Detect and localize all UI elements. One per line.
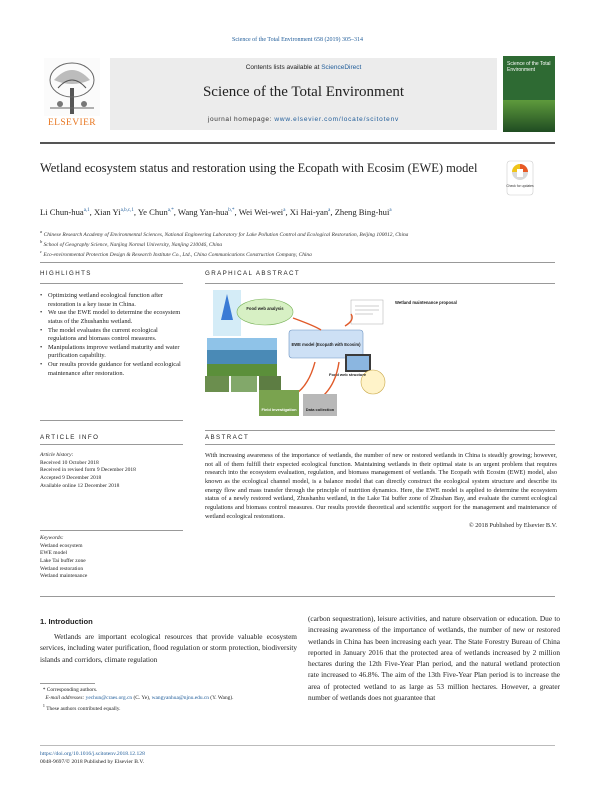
author-name[interactable]: Xi Hai-yan [289,207,329,217]
journal-cover-thumbnail[interactable] [503,56,555,132]
elsevier-wordmark: ELSEVIER [47,118,97,128]
keyword-item: Wetland restoration [40,565,84,572]
affiliation [40,249,555,258]
affiliation [40,239,555,248]
affiliation-text: Chinese Research Academy of Environmental Sciences, National Engineering Laboratory for Lake Pollution Control and Ecological Restoration, Beijing 100012, China [43,231,409,238]
affiliation-text: Eco-environmental Protection Design & Research Institute Co., Ltd., China Communications Construction Company, China [43,251,312,258]
introduction-column-2: (carbon sequestration), leisure activities, and nature observation or education. Due to increasing awareness of the importance of wetlands, the number of new or restored wetlands in China has been increasing each year. The State Forestry Bureau of China reported in January 2016 that the protected area of wetlands increased by 2 million hectares during the 12th Five-Year Plan period, and the natural wetland protection rate increased to 46.8%. The aim of the 13th Five-Year Plan period is to increase the area of protected wetland to as large as 53 million hectares. However, a greater number of wetlands does not guarantee that [308,614,560,703]
affiliation-marker: a [40,229,43,234]
doi-link[interactable]: https://doi.org/10.1016/j.scitotenv.2018.12.128 [40,751,145,757]
author-affiliation-marker[interactable]: a,1 [83,208,90,214]
homepage-prefix: journal homepage: [207,116,275,123]
journal-title[interactable]: Science of the Total Environment [202,84,405,100]
introduction-column-1: Wetlands are important ecological resources that provide valuable ecosystem services, including water purification, flood regulation or storm protection, biodiversity islands and corridors, climate regulation [40,632,297,664]
email-link-ye[interactable]: yechun@craes.org.cn [85,695,133,702]
introduction-heading: 1. Introduction [40,617,93,626]
ga-ewe-label: EWE model (Ecopath with Ecosim) [291,342,361,347]
article-history [40,452,183,490]
ga-maintenance-label: Wetland maintenance proposal [395,300,457,305]
crossmark-check-icon[interactable] [506,160,534,196]
cover-image [503,100,555,132]
history-received: Received 10 October 2018 [40,459,99,466]
body-rule [40,596,555,597]
author-affiliation-marker[interactable]: a [328,208,331,214]
author-list: Li Chun-hua$^{a,1}$, Xian Yi$^{a,b,c,1}$, Ye Chun$^{a,*}$, Wang Yan-hua$^{b,*}$, Wei Wei-wei$^a$, Xi Hai-yan$^a$, Zheng Bing-hui$^a$ [40,207,392,217]
keyword-item: Wetland maintenance [40,573,88,580]
highlight-item: • Optimizing wetland ecological function after restoration is a key issue in China. [40,292,183,309]
affiliation-marker: c [40,249,42,254]
author-name[interactable]: Xian Yi [93,207,121,217]
contents-prefix: Contents lists available at [245,64,322,71]
journal-homepage [110,116,497,123]
abstract-copyright: © 2018 Published by Elsevier B.V. [468,521,557,529]
email-name-wang: (Y. Wang). [208,695,234,702]
header-rule [40,262,555,263]
footnote-rule [40,683,95,684]
graphical-abstract-heading: GRAPHICAL ABSTRACT [205,270,301,277]
corresponding-text: Corresponding authors. [46,687,98,693]
crossmark-label: Check for updates [506,184,534,188]
abstract-text: With increasing awareness of the importance of wetlands, the number of new or restored wetlands in China is steadily growing; however, not all of them fulfill their expected ecological function. Maintaining wetlands in their optimal state is an urgent problem that requires research into the ecosystem evaluation, regulation, and biomass management of wetlands. The Ecopath with Ecosim (EWE) model, also known as the ecological channel model, is a balance model that can directly construct the ecological system structure and describe its energy flow and mass transfer through the principle of nutrition dynamics. Here, the EWE model is applied to determine the ecosystem status of a newly restored wetland, Zhushanhu wetland, in the Lake Tai buffer zone of Zhushan Bay, and evaluate the current ecological regulations and biomass control measures. Our results provide theoretical and scientific support for the management and maintenance of wetland ecological restorations. [205,452,557,520]
keyword-item: EWE model [40,550,68,557]
masthead-rule [40,142,555,144]
email-link-wang[interactable]: wangyanhua@njnu.edu.cn [151,695,209,702]
masthead [40,56,555,140]
affiliation-marker: b [40,239,43,244]
elsevier-logo[interactable] [40,56,104,132]
issn-line: 0048-9697/© 2018 Published by Elsevier B.V. [40,759,145,766]
homepage-link[interactable]: www.elsevier.com/locate/scitotenv [274,116,400,123]
keywords-label: Keywords: [40,535,64,541]
author-affiliation-marker[interactable]: a [389,208,392,214]
ga-data-label: Data collection [305,407,335,412]
footnote-emails [40,694,300,702]
highlights-rule [40,283,183,284]
author-name[interactable]: Zheng Bing-hui [334,207,390,217]
author-name[interactable]: Wei Wei-wei [238,207,284,217]
abstract-heading: ABSTRACT [205,434,250,441]
ga-field-label: Field investigation [261,407,297,412]
graphical-abstract-bottom-rule [205,430,555,431]
article-info-rule [40,444,183,445]
equal-text: These authors contributed equally. [46,705,121,712]
cover-title: Science of the Total Environment [507,61,551,73]
highlights-list [40,292,183,378]
keyword-item: Wetland ecosystem [40,542,83,549]
contents-line [110,64,497,71]
journal-header-box [110,58,497,130]
elsevier-tree-icon [44,58,100,116]
email-name-ye: (C. Ye), [132,695,152,702]
page-bottom-rule [40,745,555,746]
footnotes [40,686,300,713]
history-revised: Received in revised form 9 December 2018 [40,467,136,474]
highlight-item: • We use the EWE model to determine the ecosystem status of the Zhushanhu wetland. [40,309,183,326]
email-label: E-mail addresses: [45,695,85,702]
history-label: Article history: [40,452,74,458]
author-affiliation-marker[interactable]: a,* [167,208,174,214]
graphical-abstract-figure[interactable] [205,290,465,425]
affiliation [40,229,555,238]
footnote-equal: $^1$ These authors contributed equally. [42,702,121,712]
author-affiliation-marker[interactable]: a,b,c,1 [120,208,134,214]
doi-block [40,750,145,767]
ga-structure-label: Food web structure [329,372,367,377]
author-affiliation-marker[interactable]: b,* [228,208,235,214]
highlight-item: • Our results provide guidance for wetland ecological maintenance after restoration. [40,361,183,378]
keyword-item: Lake Tai buffer zone [40,558,86,565]
abstract-rule [205,444,555,445]
keywords-rule [40,530,183,531]
abstract-body [205,452,557,530]
highlights-heading: HIGHLIGHTS [40,270,92,277]
keywords [40,535,183,581]
author-name[interactable]: Wang Yan-hua [177,207,229,217]
ga-food-web-label: Food web analysis [246,306,284,311]
footnote-corresponding: * Corresponding authors. [40,687,98,693]
author-affiliation-marker[interactable]: a [283,208,286,214]
highlight-item: • Manipulations improve wetland maturity and water purification capability. [40,344,183,361]
sciencedirect-link[interactable]: ScienceDirect [321,64,362,71]
article-info-heading: ARTICLE INFO [40,434,100,441]
journal-citation[interactable]: Science of the Total Environment 658 (2019) 305–314 [232,37,363,43]
highlight-item: • The model evaluates the current ecological regulations and biomass control measures. [40,327,183,344]
history-accepted: Accepted 9 December 2018 [40,475,102,482]
author-name[interactable]: Li Chun-hua [40,207,84,217]
graphical-abstract-rule [205,283,555,284]
history-online: Available online 12 December 2018 [40,482,120,489]
author-name[interactable]: Ye Chun [137,207,168,217]
highlights-bottom-rule [40,420,183,421]
article-title: Wetland ecosystem status and restoration using the Ecopath with Ecosim (EWE) model [40,161,478,175]
affiliation-text: School of Geography Science, Nanjing Normal University, Nanjing 210046, China [43,241,223,248]
